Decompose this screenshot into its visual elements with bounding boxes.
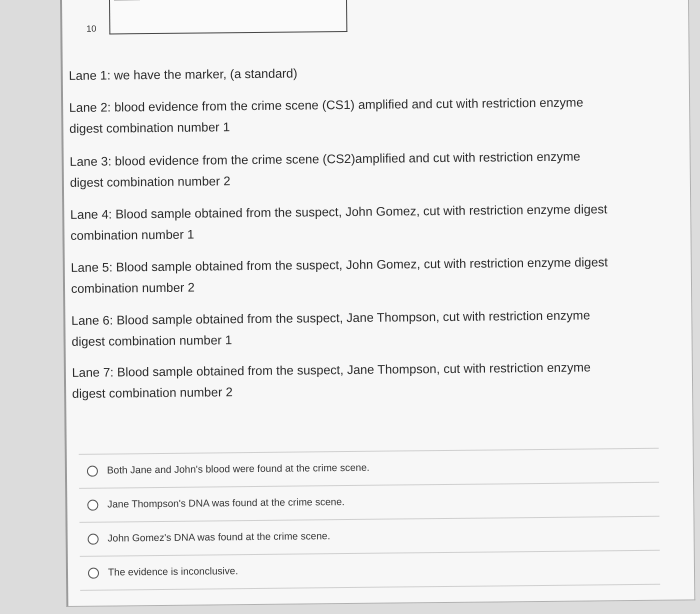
answer-options: [67, 448, 668, 591]
answer-option[interactable]: [67, 517, 667, 556]
lane-4-text: Lane 4: Blood sample obtained from the suspect, John Gomez, cut with restriction enzyme digest combination number 1: [70, 202, 608, 243]
gel-tick-label: 10: [86, 23, 97, 34]
option-label: Jane Thompson's DNA was found at the crime scene.: [107, 497, 345, 511]
option-label: The evidence is inconclusive.: [107, 566, 239, 579]
lane-5-text: Lane 5: Blood sample obtained from the suspect, John Gomez, cut with restriction enzyme digest combination number 2: [70, 255, 608, 296]
lane-1-text: Lane 1: we have the marker, (a standard): [68, 66, 298, 83]
lane-2-text: Lane 2: blood evidence from the crime scene (CS1) amplified and cut with restriction enzyme digest combination number 1: [69, 95, 584, 136]
option-label: John Gomez's DNA was found at the crime scene.: [107, 531, 331, 545]
lane-7-text: Lane 7: Blood sample obtained from the suspect, Jane Thompson, cut with restriction enzyme digest combination number 2: [71, 360, 591, 401]
radio-button[interactable]: [87, 466, 98, 477]
answer-option[interactable]: [67, 449, 667, 488]
lane-3-text: Lane 3: blood evidence from the crime scene (CS2)amplified and cut with restriction enzyme digest combination number 2: [69, 149, 581, 190]
question-page: [60, 0, 695, 607]
radio-button[interactable]: [87, 500, 98, 511]
answer-option[interactable]: [67, 483, 667, 522]
radio-button[interactable]: [88, 568, 99, 579]
radio-button[interactable]: [88, 534, 99, 545]
lane-6-text: Lane 6: Blood sample obtained from the suspect, Jane Thompson, cut with restriction enzyme digest combination number 1: [71, 308, 591, 349]
answer-option[interactable]: [68, 551, 668, 590]
gel-image: [109, 0, 347, 34]
option-label: Both Jane and John's blood were found at the crime scene.: [106, 462, 370, 477]
